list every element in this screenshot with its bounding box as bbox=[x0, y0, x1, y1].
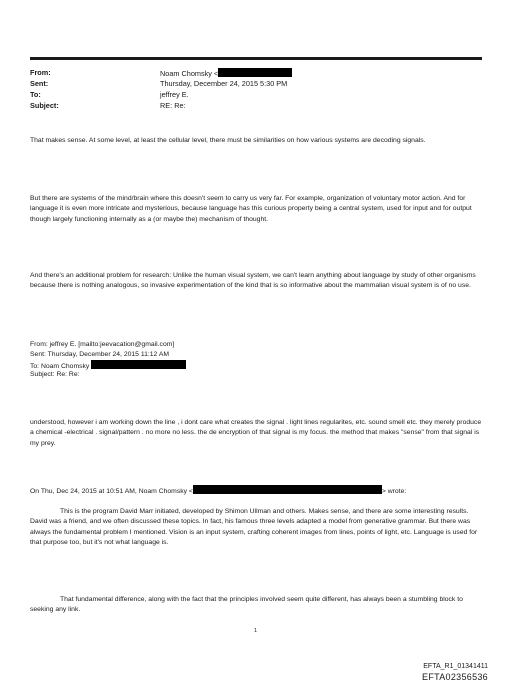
reply-paragraph: understood, however i am working down the line , i dont care what creates the signal . light lines regularites, etc. sound smell etc. they merely produce a chemical -electrical . signal/pattern . no more no less. the de encryption of that signal is my focus. the method that makes "sense" from that signal is my prey. bbox=[30, 419, 482, 447]
redaction-bar bbox=[91, 360, 186, 369]
forward-from-line: From: jeffrey E. [mailto:jeevacation@gmail.com] bbox=[30, 341, 175, 348]
body-paragraph-3: And there's an additional problem for research: Unlike the human visual system, we can't learn anything about language by study of other organisms because there is nothing analogous, so invasive experimentation of the kind that is so informative about the mammalian visual system is of no use. bbox=[30, 272, 476, 290]
header-from-label: From: bbox=[30, 68, 51, 77]
quote-paragraph-1 bbox=[30, 507, 484, 548]
header-from-value: Noam Chomsky < bbox=[160, 69, 219, 78]
header-to-label: To: bbox=[30, 90, 41, 99]
body-paragraph-1: That makes sense. At some level, at least the cellular level, there must be similarities on how various systems are decoding signals. bbox=[30, 137, 426, 144]
header-sent-value: Thursday, December 24, 2015 5:30 PM bbox=[160, 79, 288, 88]
quote-attribution-start: On Thu, Dec 24, 2015 at 10:51 AM, Noam Chomsky < bbox=[30, 488, 193, 495]
page-number: 1 bbox=[254, 628, 258, 634]
quote-paragraph-2-text: That fundamental difference, along with the fact that the principles involved seem quite different, has always been a stumbling block to seeking any link. bbox=[30, 596, 463, 614]
header-rule bbox=[30, 57, 482, 60]
redaction-bar bbox=[193, 485, 382, 494]
header-to-value: jeffrey E. bbox=[160, 90, 189, 99]
forward-subject-line: Subject: Re: Re: bbox=[30, 371, 80, 378]
header-sent-label: Sent: bbox=[30, 79, 49, 88]
bates-number-small: EFTA_R1_01341411 bbox=[423, 663, 488, 670]
forward-to-line: To: Noam Chomsky bbox=[30, 363, 90, 370]
bates-number-large: EFTA02356536 bbox=[422, 672, 488, 682]
quote-paragraph-2 bbox=[30, 595, 484, 616]
header-subject-value: RE: Re: bbox=[160, 101, 186, 110]
header-subject-label: Subject: bbox=[30, 101, 59, 110]
body-paragraph-2: But there are systems of the mind/brain where this doesn't seem to carry us very far. For example, organization of voluntary motor action. And for language it is even more intricate and mysterious, because language has this curious property being a central system, used for input and for output though largely functioning internally as a (or maybe the) mechanism of thought. bbox=[30, 195, 472, 223]
quote-paragraph-1-text: This is the program David Marr initiated, developed by Shimon Ullman and others. Makes sense, and there are some interesting results. David was a friend, and we often discussed these topics. In fact, his famous three levels adapted a model from generative grammar. But there was always the fundamental problem I mentioned. Vision is an input system, crafting coherent images from lines, points of light, etc. Language is used for that purpose too, but it's not what language is. bbox=[30, 508, 478, 546]
quote-attribution-end: > wrote: bbox=[381, 488, 407, 495]
redaction-bar bbox=[218, 68, 292, 77]
forward-sent-line: Sent: Thursday, December 24, 2015 11:12 AM bbox=[30, 351, 170, 358]
quote-attribution bbox=[30, 485, 406, 497]
